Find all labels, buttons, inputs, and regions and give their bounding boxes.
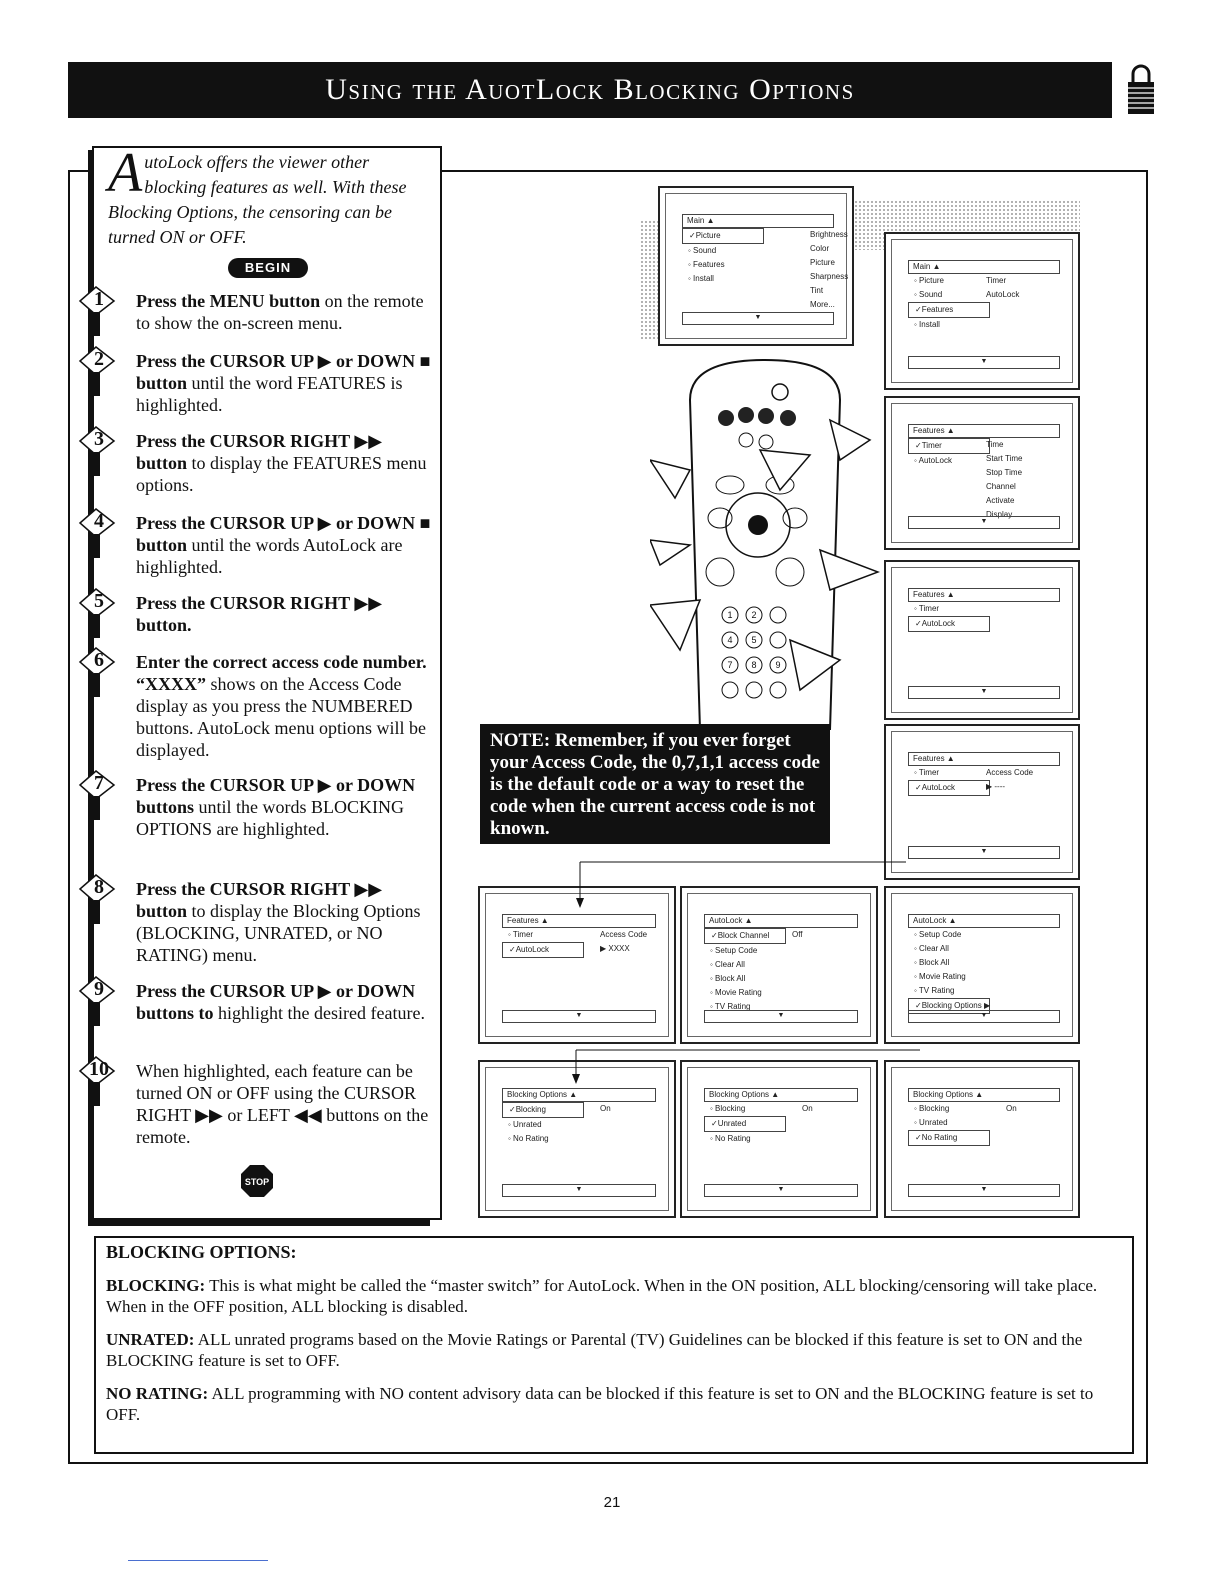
blocking-options-box bbox=[94, 1236, 1134, 1454]
menu-header: Blocking Options ▲ bbox=[502, 1088, 656, 1102]
lock-icon bbox=[1126, 60, 1156, 116]
tv-menu-screen bbox=[884, 232, 1080, 390]
step-number: 2 bbox=[94, 348, 104, 370]
menu-submenu-item: ▶ ---- bbox=[986, 782, 1006, 791]
footer-rule bbox=[128, 1560, 268, 1561]
menu-row: ◦ Timer bbox=[914, 768, 940, 777]
svg-text:STOP: STOP bbox=[244, 1177, 270, 1187]
step-number: 9 bbox=[94, 978, 104, 1000]
step-8 bbox=[94, 876, 433, 966]
blocking-description: This is what might be called the “master switch” for AutoLock. When in the ON position, ALL blocking/censoring will take place. When in the OFF position, ALL blocking is disabled. bbox=[106, 1276, 1098, 1316]
menu-submenu-item: Channel bbox=[986, 482, 1016, 491]
menu-footer: ▼ bbox=[908, 516, 1060, 529]
step-bar bbox=[94, 312, 100, 336]
step-4 bbox=[94, 510, 433, 578]
menu-submenu-item: Color bbox=[810, 244, 830, 253]
step-bar bbox=[94, 452, 100, 476]
step-number: 5 bbox=[94, 590, 104, 612]
step-9 bbox=[94, 978, 433, 1024]
menu-submenu-item: Access Code bbox=[986, 768, 1034, 777]
menu-submenu-item: Brightness bbox=[810, 230, 848, 239]
step-bold: Press the CURSOR UP ▶ or DOWN buttons to bbox=[136, 981, 416, 1023]
menu-row: ✓Blocking Options ▶ bbox=[908, 998, 990, 1014]
blocking-description: ALL programming with NO content advisory data can be blocked if this feature is set to ON and the BLOCKING feature is set to OFF. bbox=[106, 1384, 1094, 1424]
blocking-term: BLOCKING: bbox=[106, 1276, 206, 1295]
step-number: 7 bbox=[94, 772, 104, 794]
menu-footer: ▼ bbox=[704, 1010, 858, 1023]
key-4: 4 bbox=[727, 635, 733, 645]
intro-paragraph: AutoLock offers the viewer other blocking features as well. With these Blocking Options, the censoring can be turned ON or OFF. bbox=[108, 142, 407, 247]
menu-submenu-item: Stop Time bbox=[986, 468, 1023, 477]
blocking-term: NO RATING: bbox=[106, 1384, 209, 1403]
menu-row: ◦ No Rating bbox=[710, 1134, 751, 1143]
menu-row: ◦ Timer bbox=[508, 930, 534, 939]
menu-submenu-item: On bbox=[1006, 1104, 1017, 1113]
menu-row: ◦ Unrated bbox=[914, 1118, 948, 1127]
menu-row: ◦ Sound bbox=[914, 290, 943, 299]
step-text: to display the Blocking Options (BLOCKING, UNRATED, or NO RATING) menu. bbox=[136, 901, 421, 965]
menu-row: ◦ Block All bbox=[914, 958, 950, 967]
stop-icon bbox=[240, 1164, 274, 1198]
menu-header: Blocking Options ▲ bbox=[704, 1088, 858, 1102]
key-7: 7 bbox=[727, 660, 733, 670]
step-bar bbox=[94, 900, 100, 924]
menu-header: Features ▲ bbox=[502, 914, 656, 928]
step-bold: Press the MENU button bbox=[136, 291, 321, 311]
menu-row: ✓Picture bbox=[682, 228, 764, 244]
menu-header: Features ▲ bbox=[908, 752, 1060, 766]
step-5 bbox=[94, 590, 433, 636]
step-1 bbox=[94, 288, 433, 334]
step-text: highlight the desired feature. bbox=[213, 1003, 425, 1023]
menu-row: ◦ Picture bbox=[914, 276, 944, 285]
key-2: 2 bbox=[751, 610, 757, 620]
key-5: 5 bbox=[751, 635, 757, 645]
step-bold: Press the CURSOR RIGHT ▶▶ button bbox=[136, 879, 383, 921]
step-number: 10 bbox=[89, 1058, 109, 1080]
tv-menu-screen bbox=[884, 396, 1080, 550]
menu-row: ✓Blocking bbox=[502, 1102, 584, 1118]
menu-row: ◦ TV Rating bbox=[914, 986, 955, 995]
step-number: 3 bbox=[94, 428, 104, 450]
menu-row: ◦ AutoLock bbox=[914, 456, 952, 465]
step-bold: Press the CURSOR RIGHT ▶▶ button. bbox=[136, 593, 383, 635]
menu-row: ◦ Clear All bbox=[914, 944, 949, 953]
menu-row: ◦ Clear All bbox=[710, 960, 745, 969]
menu-submenu-item: AutoLock bbox=[986, 290, 1020, 299]
menu-row: ◦ Timer bbox=[914, 604, 940, 613]
step-text: until the words AutoLock are highlighted. bbox=[136, 535, 403, 577]
menu-footer: ▼ bbox=[502, 1010, 656, 1023]
menu-submenu-item: Time bbox=[986, 440, 1004, 449]
blocking-term: UNRATED: bbox=[106, 1330, 195, 1349]
blocking-option-1 bbox=[106, 1275, 1122, 1317]
menu-submenu-item: On bbox=[802, 1104, 813, 1113]
connector-lines bbox=[560, 850, 920, 1090]
remote-control-illustration bbox=[650, 340, 880, 730]
key-9: 9 bbox=[775, 660, 781, 670]
menu-row: ◦ Setup Code bbox=[914, 930, 962, 939]
menu-submenu-item: Start Time bbox=[986, 454, 1023, 463]
step-bold: Enter the correct access code number. “XXXX” bbox=[136, 652, 427, 694]
menu-row: ✓No Rating bbox=[908, 1130, 990, 1146]
menu-footer: ▼ bbox=[908, 686, 1060, 699]
step-bar bbox=[94, 1002, 100, 1026]
step-6 bbox=[94, 649, 433, 761]
menu-submenu-item: Tint bbox=[810, 286, 824, 295]
menu-submenu-item: Timer bbox=[986, 276, 1007, 285]
menu-footer: ▼ bbox=[908, 846, 1060, 859]
menu-row: ✓AutoLock bbox=[502, 942, 584, 958]
menu-submenu-item: Off bbox=[792, 930, 803, 939]
menu-header: Features ▲ bbox=[908, 424, 1060, 438]
menu-row: ◦ Sound bbox=[688, 246, 717, 255]
menu-submenu-item: More... bbox=[810, 300, 835, 309]
step-number: 1 bbox=[94, 288, 104, 310]
key-8: 8 bbox=[751, 660, 757, 670]
tv-menu-screen bbox=[658, 186, 854, 346]
page-title: Using the AuotLock Blocking Options bbox=[68, 62, 1112, 118]
menu-row: ◦ Movie Rating bbox=[710, 988, 762, 997]
menu-row: ◦ Movie Rating bbox=[914, 972, 966, 981]
step-bold: Press the CURSOR RIGHT ▶▶ button bbox=[136, 431, 383, 473]
begin-badge: BEGIN bbox=[228, 258, 308, 278]
step-number: 8 bbox=[94, 876, 104, 898]
step-bar bbox=[94, 372, 100, 396]
step-bar bbox=[94, 796, 100, 820]
step-number: 4 bbox=[94, 510, 104, 532]
menu-footer: ▼ bbox=[704, 1184, 858, 1197]
step-bold: Press the CURSOR UP ▶ or DOWN ■ button bbox=[136, 351, 431, 393]
menu-header: Main ▲ bbox=[908, 260, 1060, 274]
key-1: 1 bbox=[727, 610, 733, 620]
menu-row: ◦ No Rating bbox=[508, 1134, 549, 1143]
page-number: 21 bbox=[603, 1494, 621, 1511]
step-bar bbox=[94, 673, 100, 697]
note-box: NOTE: Remember, if you ever forget your Access Code, the 0,7,1,1 access code is the default code or a way to reset the code when the current access code is not known. bbox=[480, 724, 830, 844]
menu-header: Blocking Options ▲ bbox=[908, 1088, 1060, 1102]
menu-row: ◦ Unrated bbox=[508, 1120, 542, 1129]
blocking-option-2 bbox=[106, 1329, 1122, 1371]
menu-row: ◦ TV Rating bbox=[710, 1002, 751, 1011]
blocking-option-3 bbox=[106, 1383, 1122, 1425]
step-text: When highlighted, each feature can be turned ON or OFF using the CURSOR RIGHT ▶▶ or LEFT ◀◀ buttons on the remote. bbox=[136, 1061, 429, 1147]
step-text: on the remote to show the on-screen menu. bbox=[136, 291, 424, 333]
menu-row: ◦ Install bbox=[688, 274, 714, 283]
menu-row: ✓AutoLock bbox=[908, 780, 990, 796]
menu-row: ✓Unrated bbox=[704, 1116, 786, 1132]
menu-footer: ▼ bbox=[908, 1184, 1060, 1197]
menu-footer: ▼ bbox=[502, 1184, 656, 1197]
step-3 bbox=[94, 428, 433, 496]
blocking-description: ALL unrated programs based on the Movie Ratings or Parental (TV) Guidelines can be blocked if this feature is set to ON and the BLOCKING feature is set to OFF. bbox=[106, 1330, 1083, 1370]
step-10 bbox=[89, 1058, 433, 1148]
blocking-options-heading: BLOCKING OPTIONS: bbox=[106, 1242, 297, 1262]
step-bold: Press the CURSOR UP ▶ or DOWN buttons bbox=[136, 775, 416, 817]
menu-submenu-item: On bbox=[600, 1104, 611, 1113]
step-text: shows on the Access Code display as you press the NUMBERED buttons. AutoLock menu options will be displayed. bbox=[136, 674, 426, 760]
menu-submenu-item: Display bbox=[986, 510, 1013, 519]
menu-row: ◦ Blocking bbox=[710, 1104, 746, 1113]
menu-row: ◦ Blocking bbox=[914, 1104, 950, 1113]
menu-submenu-item: Sharpness bbox=[810, 272, 849, 281]
menu-footer: ▼ bbox=[682, 312, 834, 325]
menu-header: AutoLock ▲ bbox=[908, 914, 1060, 928]
step-text: to display the FEATURES menu options. bbox=[136, 453, 427, 495]
menu-row: ◦ Features bbox=[688, 260, 725, 269]
menu-header: Main ▲ bbox=[682, 214, 834, 228]
menu-submenu-item: Access Code bbox=[600, 930, 648, 939]
dropcap: A bbox=[108, 142, 143, 204]
menu-row: ✓Block Channel bbox=[704, 928, 786, 944]
menu-submenu-item: Activate bbox=[986, 496, 1015, 505]
step-bold: Press the CURSOR UP ▶ or DOWN ■ button bbox=[136, 513, 431, 555]
menu-footer: ▼ bbox=[908, 1010, 1060, 1023]
menu-header: AutoLock ▲ bbox=[704, 914, 858, 928]
menu-header: Features ▲ bbox=[908, 588, 1060, 602]
menu-submenu-item: Picture bbox=[810, 258, 835, 267]
step-bar bbox=[94, 1082, 100, 1106]
menu-row: ◦ Block All bbox=[710, 974, 746, 983]
step-text: until the word FEATURES is highlighted. bbox=[136, 373, 403, 415]
menu-row: ✓AutoLock bbox=[908, 616, 990, 632]
step-7 bbox=[94, 772, 433, 840]
step-text: until the words BLOCKING OPTIONS are highlighted. bbox=[136, 797, 405, 839]
menu-row: ◦ Install bbox=[914, 320, 940, 329]
menu-footer: ▼ bbox=[908, 356, 1060, 369]
menu-row: ✓Timer bbox=[908, 438, 990, 454]
menu-submenu-item: ▶ XXXX bbox=[600, 944, 630, 953]
step-2 bbox=[94, 348, 433, 416]
menu-row: ◦ Setup Code bbox=[710, 946, 758, 955]
menu-row: ✓Features bbox=[908, 302, 990, 318]
step-number: 6 bbox=[94, 649, 104, 671]
step-bar bbox=[94, 534, 100, 558]
step-bar bbox=[94, 614, 100, 638]
tv-menu-screen bbox=[884, 560, 1080, 720]
